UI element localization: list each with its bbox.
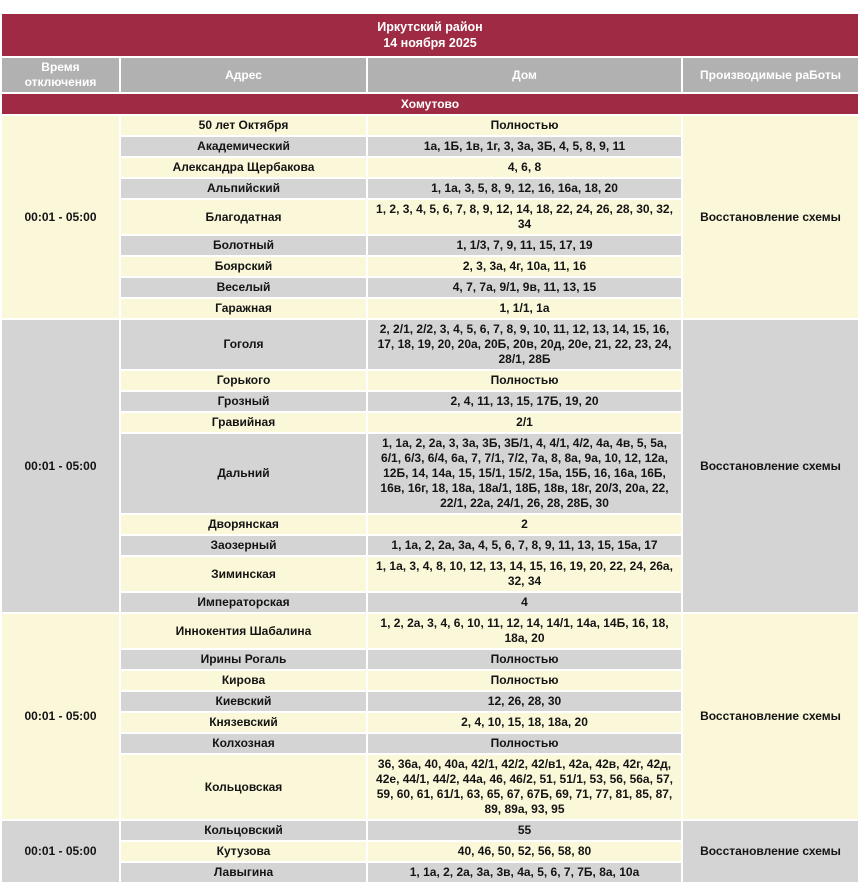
houses-cell: 1, 1а, 2, 2а, 3а, 3в, 4а, 5, 6, 7, 7Б, 8а, 10а (368, 863, 681, 882)
col-header-address: Адрес (121, 58, 366, 92)
schedule-rows (2, 116, 858, 882)
houses-cell: Полностью (368, 116, 681, 135)
houses-cell: 4, 6, 8 (368, 158, 681, 177)
col-header-house: Дом (368, 58, 681, 92)
work-cell: Восстановление схемы (683, 320, 858, 612)
time-cell: 00:01 - 05:00 (2, 821, 119, 882)
houses-cell: 36, 36а, 40, 40а, 42/1, 42/2, 42/в1, 42а, 42в, 42г, 42д, 42е, 44/1, 44/2, 44а, 46, 46/2, 51, 51/1, 53, 56, 56а, 57, 59, 60, 61, 61/1, 63, 65, 67, 67Б, 69, 71, 77, 81, 85, 87, 89, 89а, 93, 95 (368, 755, 681, 819)
street-name-cell: Дворянская (121, 515, 366, 534)
houses-cell: Полностью (368, 734, 681, 753)
houses-cell: 1, 2, 3, 4, 5, 6, 7, 8, 9, 12, 14, 18, 22, 24, 26, 28, 30, 32, 34 (368, 200, 681, 234)
work-cell: Восстановление схемы (683, 614, 858, 819)
work-cell: Восстановление схемы (683, 116, 858, 318)
street-name-cell: Кольцовская (121, 755, 366, 819)
section-header-label: Хомутово (2, 94, 858, 114)
houses-cell: 12, 26, 28, 30 (368, 692, 681, 711)
title-row (2, 14, 858, 56)
street-name-cell: Князевский (121, 713, 366, 732)
region-title: Иркутский район (377, 20, 483, 34)
time-cell: 00:01 - 05:00 (2, 320, 119, 612)
houses-cell: 2 (368, 515, 681, 534)
street-row (2, 320, 858, 369)
work-cell: Восстановление схемы (683, 821, 858, 882)
street-name-cell: Веселый (121, 278, 366, 297)
houses-cell: 2, 3, 3а, 4г, 10а, 11, 16 (368, 257, 681, 276)
street-name-cell: Императорская (121, 593, 366, 612)
street-name-cell: Киевский (121, 692, 366, 711)
street-name-cell: 50 лет Октября (121, 116, 366, 135)
houses-cell: 1а, 1Б, 1в, 1г, 3, 3а, 3Б, 4, 5, 8, 9, 11 (368, 137, 681, 156)
houses-cell: 40, 46, 50, 52, 56, 58, 80 (368, 842, 681, 861)
houses-cell: 4 (368, 593, 681, 612)
time-cell: 00:01 - 05:00 (2, 614, 119, 819)
houses-cell: 2/1 (368, 413, 681, 432)
col-header-work: Производимые раБоты (683, 58, 858, 92)
street-name-cell: Альпийский (121, 179, 366, 198)
street-name-cell: Кирова (121, 671, 366, 690)
street-name-cell: Гоголя (121, 320, 366, 369)
street-name-cell: Кольцовский (121, 821, 366, 840)
column-header-row (2, 58, 858, 92)
houses-cell: 1, 2, 2а, 3, 4, 6, 10, 11, 12, 14, 14/1, 14а, 14Б, 16, 18, 18а, 20 (368, 614, 681, 648)
houses-cell: Полностью (368, 371, 681, 390)
houses-cell: Полностью (368, 671, 681, 690)
outage-schedule-table (0, 12, 860, 884)
houses-cell: 1, 1а, 3, 5, 8, 9, 12, 16, 16а, 18, 20 (368, 179, 681, 198)
street-name-cell: Зиминская (121, 557, 366, 591)
street-name-cell: Иннокентия Шабалина (121, 614, 366, 648)
houses-cell: 2, 4, 10, 15, 18, 18а, 20 (368, 713, 681, 732)
street-name-cell: Гравийная (121, 413, 366, 432)
street-name-cell: Гаражная (121, 299, 366, 318)
time-cell: 00:01 - 05:00 (2, 116, 119, 318)
report-title-banner (2, 14, 858, 56)
street-name-cell: Болотный (121, 236, 366, 255)
houses-cell: 2, 4, 11, 13, 15, 17Б, 19, 20 (368, 392, 681, 411)
street-name-cell: Горького (121, 371, 366, 390)
houses-cell: Полностью (368, 650, 681, 669)
street-row (2, 116, 858, 135)
street-row (2, 821, 858, 840)
section-header-row (2, 94, 858, 114)
street-name-cell: Боярский (121, 257, 366, 276)
street-name-cell: Колхозная (121, 734, 366, 753)
houses-cell: 1, 1/3, 7, 9, 11, 15, 17, 19 (368, 236, 681, 255)
houses-cell: 2, 2/1, 2/2, 3, 4, 5, 6, 7, 8, 9, 10, 11, 12, 13, 14, 15, 16, 17, 18, 19, 20, 20а, 20Б, 20в, 20д, 20е, 21, 22, 23, 24, 28/1, 28Б (368, 320, 681, 369)
houses-cell: 1, 1а, 3, 4, 8, 10, 12, 13, 14, 15, 16, 19, 20, 22, 24, 26а, 32, 34 (368, 557, 681, 591)
street-name-cell: Дальний (121, 434, 366, 513)
houses-cell: 55 (368, 821, 681, 840)
street-name-cell: Кутузова (121, 842, 366, 861)
houses-cell: 1, 1а, 2, 2а, 3а, 4, 5, 6, 7, 8, 9, 11, 13, 15, 15а, 17 (368, 536, 681, 555)
houses-cell: 1, 1/1, 1а (368, 299, 681, 318)
houses-cell: 4, 7, 7а, 9/1, 9в, 11, 13, 15 (368, 278, 681, 297)
street-row (2, 614, 858, 648)
street-name-cell: Лавыгина (121, 863, 366, 882)
houses-cell: 1, 1а, 2, 2а, 3, 3а, 3Б, 3Б/1, 4, 4/1, 4/2, 4а, 4в, 5, 5а, 6/1, 6/3, 6/4, 6а, 7, 7/1, 7/2, 7а, 8, 8а, 9а, 10, 12, 12а, 12Б, 14, 14а, 15, 15/1, 15/2, 15а, 15Б, 16, 16а, 16Б, 16в, 16г, 18, 18а, 18а/1, 18Б, 18в, 18г, 20/3, 20а, 22, 22/1, 22а, 24/1, 26, 28, 28Б, 30 (368, 434, 681, 513)
street-name-cell: Академический (121, 137, 366, 156)
report-date: 14 ноября 2025 (383, 36, 477, 50)
street-name-cell: Грозный (121, 392, 366, 411)
street-name-cell: Александра Щербакова (121, 158, 366, 177)
street-name-cell: Благодатная (121, 200, 366, 234)
street-name-cell: Ирины Рогаль (121, 650, 366, 669)
street-name-cell: Заозерный (121, 536, 366, 555)
col-header-time: Время отключения (2, 58, 119, 92)
